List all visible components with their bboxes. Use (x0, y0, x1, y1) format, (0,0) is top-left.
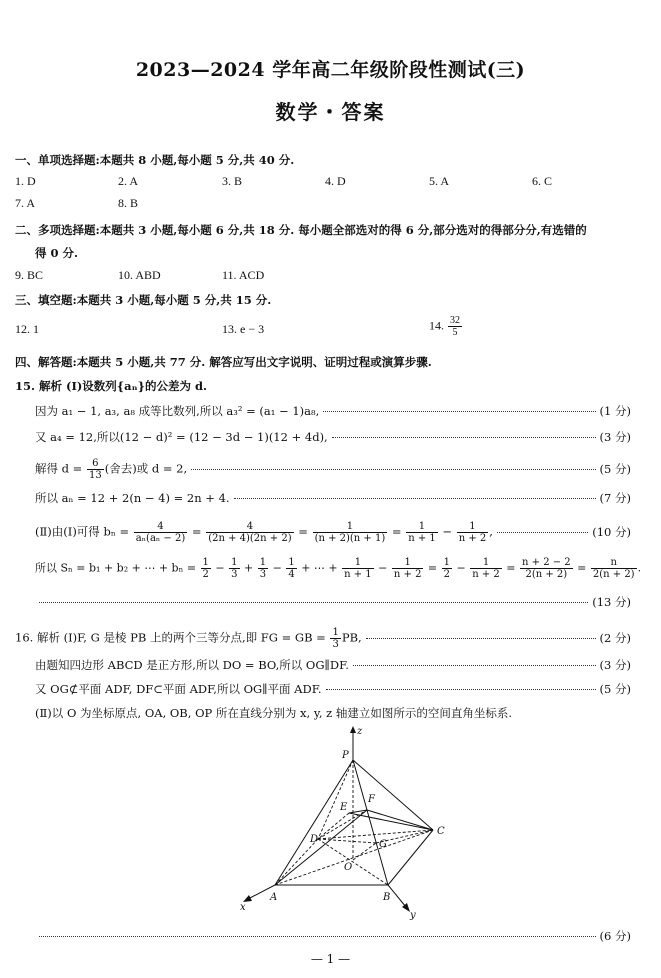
q15-step-2-text: 又 a₄ = 12,所以(12 − d)² = (12 − 3d − 1)(12 + 4d), (35, 430, 328, 444)
q16-step-3-text: 又 OG⊄平面 ADF, DF⊂平面 ADF,所以 OG∥平面 ADF. (35, 682, 322, 696)
fraction-denominator: n + 1 (344, 569, 372, 580)
pyramid-coordinate-figure (230, 722, 460, 920)
fraction-6-13 (87, 458, 104, 481)
fraction-numerator: 1 (342, 557, 374, 569)
answer-4: 4. D (325, 174, 346, 188)
answer-9: 9. BC (15, 268, 44, 282)
fraction-numerator: 1 (443, 557, 451, 568)
leader-dots (323, 411, 595, 412)
fraction-numerator: 6 (87, 458, 104, 470)
fraction (229, 557, 239, 580)
edge-BC (388, 830, 433, 885)
equals-sign: = (577, 561, 587, 575)
fraction (313, 521, 388, 544)
hidden-OG (353, 843, 376, 860)
fraction (457, 521, 489, 544)
page-subtitle: 数学・答案 (275, 100, 386, 124)
q16-step-2-text: 由题知四边形 ABCD 是正方形,所以 DO = BO,所以 OG∥DF. (35, 658, 349, 672)
fraction-denominator: (2n + 4)(2n + 2) (208, 533, 292, 544)
q16-step-1-points: (2 分) (599, 630, 631, 645)
hidden-edge-DC (318, 830, 433, 839)
label-y: y (410, 910, 416, 920)
leader-dots (191, 469, 595, 470)
q16-step-2 (35, 657, 631, 673)
fraction-numerator: 4 (206, 521, 293, 533)
label-F: F (368, 794, 375, 805)
q15-step-4-text: 所以 aₙ = 12 + 2(n − 4) = 2n + 4. (35, 491, 230, 505)
fraction-denominator: n + 1 (408, 533, 436, 544)
fraction-numerator: 1 (313, 521, 388, 533)
q15-step-5-points: (10 分) (592, 524, 631, 539)
hidden-DF (318, 810, 367, 839)
answer-14-label: 14. (429, 318, 444, 333)
section4-heading: 四、解答题:本题共 5 小题,共 77 分. 解答应写出文字说明、证明过程或演算步骤. (15, 355, 432, 369)
q15-step-1-points: (1 分) (599, 404, 631, 418)
fraction (591, 557, 637, 580)
fraction-denominator: aₙ(aₙ − 2) (135, 533, 186, 544)
answer-7: 7. A (15, 196, 36, 210)
fraction-denominator: 13 (88, 470, 102, 481)
answer-13: 13. e − 3 (222, 322, 265, 336)
fraction (470, 557, 502, 580)
q16-step-1-text (15, 627, 362, 650)
fraction (286, 557, 296, 580)
hidden-edge-PD (318, 760, 353, 839)
label-O: O (344, 862, 353, 873)
answer-3: 3. B (222, 174, 243, 188)
label-E: E (340, 802, 348, 813)
q15-step-6-a: 所以 Sₙ = b₁ + b₂ + ⋯ + bₙ = (35, 561, 197, 575)
answer-12: 12. 1 (15, 322, 39, 336)
fraction-numerator: 1 (457, 521, 489, 533)
q15-step-4 (35, 490, 631, 506)
q15-step-3-a: 解得 d = (35, 461, 83, 476)
segment-FC (367, 810, 433, 830)
z-axis-arrow (350, 726, 356, 733)
label-P: P (342, 750, 349, 761)
fraction-numerator: 1 (288, 557, 295, 568)
answer-5: 5. A (429, 174, 450, 188)
leader-dots (353, 665, 596, 666)
answer-10: 10. ABD (118, 268, 161, 282)
q15-step-3-b: (舍去)或 d = 2, (104, 461, 188, 476)
fraction-numerator: 1 (202, 557, 209, 568)
edge-PB (353, 760, 388, 885)
fraction-denominator: 3 (231, 569, 238, 580)
answer-2: 2. A (118, 174, 139, 188)
leader-dots (366, 638, 596, 639)
fraction-numerator: 1 (259, 557, 267, 568)
fraction (406, 521, 438, 544)
label-A: A (270, 892, 278, 903)
q15-step-5-text: (Ⅱ)由(Ⅰ)可得 bₙ = $\frac{4}{\text{aₙ(aₙ − 2)}}$ = $\frac{4}{(2n + 4)(2n + 2)}$ = $\frac{1}{(n + 2)(n + 1)}$ = $\frac{1}{n + 1}$ − $\frac{1}{n + 2}$ , (35, 521, 493, 544)
section2-heading-line1: 二、多项选择题:本题共 3 小题,每小题 6 分,共 18 分. 每小题全部选对的得 6 分,部分选对的得部分分,有选错的 (15, 223, 587, 237)
q15-step-3-text (35, 458, 187, 481)
q16-step-4-points-line (35, 928, 631, 944)
fraction (134, 521, 187, 544)
q15-step-5-a: (Ⅱ)由(Ⅰ)可得 bₙ = (35, 524, 130, 539)
q15-step-5 (35, 521, 631, 544)
hidden-diagonal-AC (275, 830, 433, 885)
fraction-numerator: 32 (450, 315, 460, 326)
q15-step-6-points-line (35, 594, 631, 610)
fraction-numerator: 1 (332, 627, 339, 638)
fraction-numerator: 1 (392, 557, 424, 569)
fraction (442, 557, 452, 580)
page-title: 2023—2024 学年高二年级阶段性测试(三) (135, 59, 526, 81)
fraction-denominator: n + 2 (458, 533, 487, 544)
answer-1: 1. D (15, 174, 36, 188)
fraction-denominator: 5 (452, 327, 458, 338)
edge-PA (275, 760, 353, 885)
q15-step-2-points: (3 分) (599, 430, 631, 444)
q16-step-3-points: (5 分) (599, 682, 631, 696)
answer-14 (429, 315, 463, 338)
page-number: — 1 — (310, 952, 351, 966)
q15-intro: 15. 解析 (Ⅰ)设数列{aₙ}的公差为 d. (15, 379, 208, 393)
leader-dots (497, 532, 588, 533)
hidden-ED (318, 813, 349, 839)
fraction-denominator: n + 2 (472, 569, 500, 580)
label-D: D (310, 834, 319, 845)
fraction-numerator: 1 (470, 557, 502, 569)
fraction-denominator: n + 2 (393, 569, 422, 580)
section3-heading: 三、填空题:本题共 3 小题,每小题 5 分,共 15 分. (15, 293, 272, 307)
q16-step-4-points: (6 分) (599, 929, 631, 943)
q16-step-2-points: (3 分) (599, 658, 631, 672)
fraction-numerator: 4 (134, 521, 187, 533)
fraction-denominator: 2 (443, 569, 451, 580)
q15-step-3 (35, 458, 631, 481)
q16-step-4: (Ⅱ)以 O 为坐标原点, OA, OB, OP 所在直线分别为 x, y, z 轴建立如图所示的空间直角坐标系. (35, 706, 512, 720)
section2-heading-line2: 得 0 分. (35, 246, 79, 260)
label-B: B (383, 892, 391, 903)
q16-step-1-b: PB, (341, 630, 362, 645)
label-z: z (357, 726, 363, 737)
section1-heading: 一、单项选择题:本题共 8 小题,每小题 5 分,共 40 分. (15, 153, 295, 167)
fraction-numerator: 1 (231, 557, 238, 568)
answer-11: 11. ACD (222, 268, 265, 282)
q16-step-3 (35, 681, 631, 697)
hidden-edge-AD (275, 839, 318, 885)
q15-step-1-text: 因为 a₁ − 1, a₃, a₈ 成等比数列,所以 a₃² = (a₁ − 1)a₈, (35, 404, 320, 418)
fraction-denominator: 4 (288, 569, 295, 580)
fraction-numerator: n (591, 557, 637, 569)
answer-14-fraction (448, 315, 462, 338)
fraction-denominator: 3 (259, 569, 267, 580)
leader-dots (39, 936, 596, 937)
q15-step-1 (35, 403, 631, 419)
label-C: C (437, 826, 445, 837)
leader-dots (234, 498, 596, 499)
leader-dots (39, 602, 588, 603)
fraction (342, 557, 374, 580)
segment-EC (349, 813, 433, 830)
x-axis-arrow (243, 895, 252, 902)
fraction-1-3 (330, 627, 340, 650)
fraction-denominator: 2(n + 2) (592, 569, 635, 580)
q15-step-4-points: (7 分) (599, 491, 631, 505)
label-G: G (379, 839, 387, 850)
fraction-numerator: 1 (406, 521, 438, 533)
q16-step-1-a: 16. 解析 (Ⅰ)F, G 是棱 PB 上的两个三等分点,即 FG = GB = (15, 630, 326, 645)
leader-dots (326, 689, 596, 690)
fraction-denominator: 3 (332, 639, 339, 650)
q16-step-1 (15, 627, 631, 650)
fraction-numerator: n + 2 − 2 (522, 557, 571, 568)
fraction (206, 521, 293, 544)
q15-step-6: 所以 Sₙ = b₁ + b₂ + ⋯ + bₙ = $\frac{1}{2}$ − $\frac{1}{3}$ + $\frac{1}{3}$ − $\frac{1}{4}$ + ⋯ + $\frac{1}{n + 1}$ − $\frac{1}{n + 2}$ = $\frac{1}{2}$ − $\frac{1}{n + 2}$ = $\frac{n + 2 - 2}{2(n + 2)}$ = $\frac{n}{2(n + 2)}$ . (35, 557, 642, 580)
edge-PC (353, 760, 433, 830)
q15-step-6-points: (13 分) (592, 595, 631, 609)
leader-dots (332, 437, 596, 438)
fraction-denominator: (n + 2)(n + 1) (314, 533, 386, 544)
fraction (392, 557, 424, 580)
q15-step-3-points: (5 分) (599, 461, 631, 476)
answer-8: 8. B (118, 196, 139, 210)
fraction (520, 557, 573, 580)
y-axis (388, 885, 406, 907)
fraction (258, 557, 268, 580)
fraction-denominator: 2 (202, 569, 209, 580)
label-x: x (240, 902, 246, 913)
fraction (201, 557, 211, 580)
fraction-denominator: 2(n + 2) (525, 569, 568, 580)
q15-step-2 (35, 429, 631, 445)
answer-6: 6. C (532, 174, 553, 188)
